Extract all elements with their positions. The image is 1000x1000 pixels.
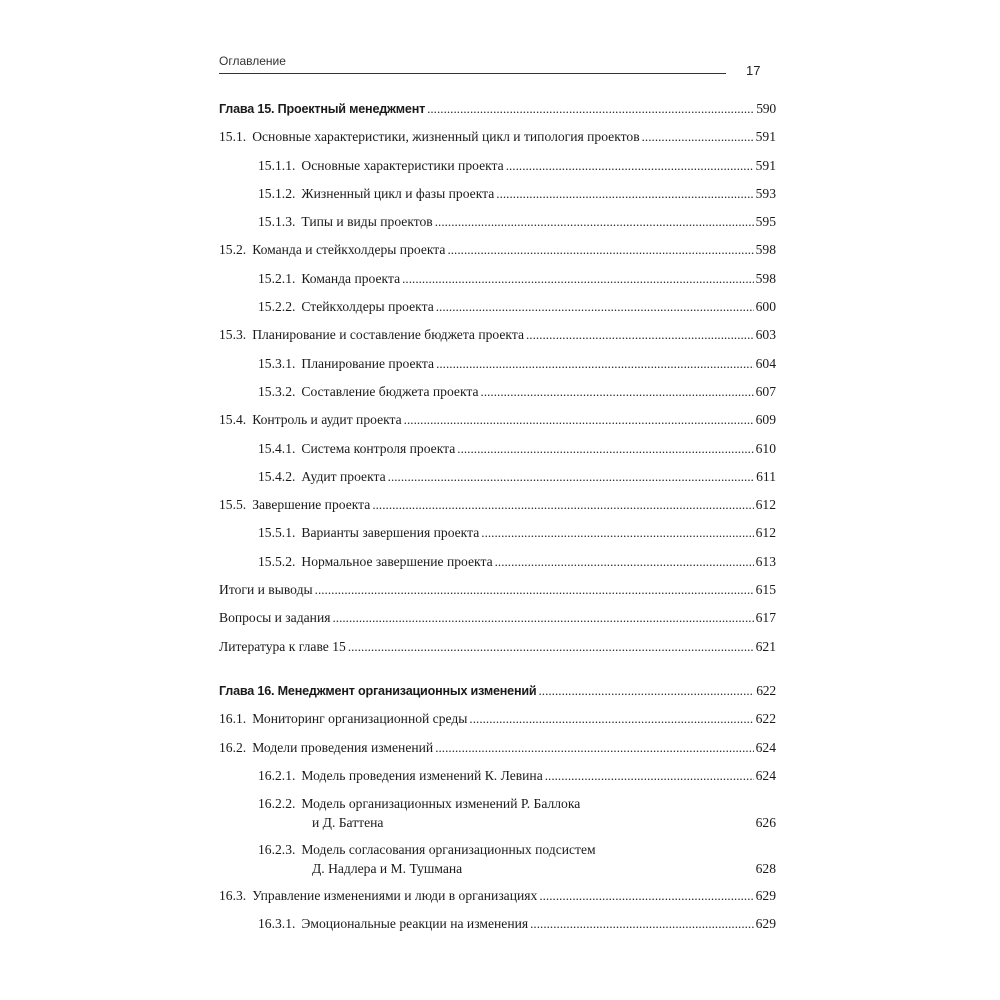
header-rule [219, 73, 726, 74]
toc-title: Завершение проекта [252, 497, 371, 513]
toc-subsection-16-2-1[interactable] [219, 762, 776, 790]
toc-number: 15.2.1. [258, 270, 296, 286]
toc-page: 590 [756, 101, 776, 116]
toc-subsection-15-3-1[interactable] [219, 350, 776, 378]
toc-leader [402, 265, 753, 293]
toc-subsection-15-2-1[interactable] [219, 265, 776, 293]
toc-literature[interactable] [219, 633, 776, 661]
toc-number: 15.2.2. [258, 299, 296, 315]
toc-page: 609 [755, 412, 776, 428]
toc-title: Стейкхолдеры проекта [301, 299, 434, 315]
toc-title-line-1 [258, 840, 776, 859]
toc-subsection-15-5-1[interactable] [219, 519, 776, 547]
toc-number: 15.1.1. [258, 157, 296, 173]
toc-subsection-15-1-3[interactable] [219, 208, 776, 236]
toc-section-15-3[interactable] [219, 321, 776, 349]
toc-title-line-1 [258, 794, 776, 813]
toc-page: 610 [755, 440, 776, 456]
toc-title: Литература к главе 15 [219, 638, 346, 654]
toc-leader [495, 548, 754, 576]
table-of-contents [219, 95, 776, 939]
toc-title: Глава 15. Проектный менеджмент [219, 102, 426, 116]
toc-leader [481, 378, 754, 406]
toc-leader [642, 123, 754, 151]
toc-number: 15.5. [219, 497, 247, 513]
toc-title: Основные характеристики, жизненный цикл и типология проектов [252, 129, 640, 145]
toc-subsection-15-3-2[interactable] [219, 378, 776, 406]
toc-number: 16.3. [219, 888, 247, 904]
toc-title: Команда проекта [301, 270, 401, 286]
toc-leader [388, 463, 754, 491]
toc-leader [539, 882, 753, 910]
toc-title: Управление изменениями и люди в организациях [252, 888, 538, 904]
toc-leader [469, 705, 753, 733]
toc-page: 612 [755, 525, 776, 541]
toc-title-continued: Д. Надлера и М. Тушмана [312, 861, 463, 877]
toc-subsection-15-5-2[interactable] [219, 548, 776, 576]
toc-subsection-15-1-2[interactable] [219, 180, 776, 208]
toc-leader [530, 910, 753, 938]
toc-title: Эмоциональные реакции на изменения [301, 916, 529, 932]
toc-section-15-1[interactable] [219, 123, 776, 151]
toc-subsection-16-2-3[interactable] [219, 836, 776, 882]
toc-title: Варианты завершения проекта [301, 525, 480, 541]
toc-page: 629 [755, 888, 776, 904]
toc-title: Система контроля проекта [301, 440, 456, 456]
toc-page: 613 [755, 553, 776, 569]
toc-number: 15.4.2. [258, 468, 296, 484]
toc-title: Модель организационных изменений Р. Баллока [301, 796, 581, 812]
toc-number: 16.2.2. [258, 796, 296, 812]
toc-title: Модели проведения изменений [252, 739, 434, 755]
toc-number: 15.3.1. [258, 355, 296, 371]
chapter-gap [219, 661, 776, 677]
toc-title: Нормальное завершение проекта [301, 553, 493, 569]
toc-leader [436, 350, 754, 378]
toc-title: Модель проведения изменений К. Левина [301, 767, 543, 783]
toc-title: Мониторинг организационной среды [252, 711, 468, 727]
toc-leader [435, 734, 753, 762]
toc-number: 16.1. [219, 711, 247, 727]
toc-page: 593 [755, 185, 776, 201]
toc-number: 16.2. [219, 739, 247, 755]
toc-title: Планирование проекта [301, 355, 435, 371]
toc-page: 615 [755, 582, 776, 598]
toc-number: 15.1.2. [258, 185, 296, 201]
toc-number: 15.5.1. [258, 525, 296, 541]
toc-leader [404, 406, 754, 434]
toc-page: 598 [755, 270, 776, 286]
toc-page: 591 [755, 157, 776, 173]
toc-questions[interactable] [219, 604, 776, 632]
toc-title: Составление бюджета проекта [301, 383, 479, 399]
toc-leader [506, 152, 754, 180]
toc-page: 604 [755, 355, 776, 371]
toc-number: 15.1. [219, 129, 247, 145]
toc-page: 626 [755, 815, 776, 831]
toc-leader [315, 576, 754, 604]
toc-page: 622 [756, 682, 776, 698]
toc-section-15-5[interactable] [219, 491, 776, 519]
toc-title: Основные характеристики проекта [301, 157, 504, 173]
toc-title-line-2 [258, 859, 776, 878]
toc-leader [436, 293, 754, 321]
toc-title: Модель согласования организационных подсистем [301, 842, 596, 858]
toc-subsection-15-4-2[interactable] [219, 463, 776, 491]
toc-subsection-16-3-1[interactable] [219, 910, 776, 938]
toc-number: 15.3.2. [258, 383, 296, 399]
toc-subsection-16-2-2[interactable] [219, 790, 776, 836]
toc-page: 629 [755, 916, 776, 932]
toc-page: 603 [755, 327, 776, 343]
toc-page: 628 [755, 861, 776, 877]
toc-leader [526, 321, 754, 349]
toc-subsection-15-1-1[interactable] [219, 152, 776, 180]
toc-page: 622 [755, 711, 776, 727]
toc-page: 611 [756, 468, 776, 484]
toc-page: 617 [755, 610, 776, 626]
toc-title: Типы и виды проектов [301, 214, 433, 230]
toc-leader [457, 435, 753, 463]
toc-title-continued: и Д. Баттена [312, 815, 384, 831]
toc-section-15-4[interactable] [219, 406, 776, 434]
toc-section-16-1[interactable] [219, 705, 776, 733]
toc-number: 16.3.1. [258, 916, 296, 932]
toc-leader [372, 491, 753, 519]
toc-number: 15.1.3. [258, 214, 296, 230]
toc-summary[interactable] [219, 576, 776, 604]
toc-page: 607 [755, 383, 776, 399]
toc-subsection-15-4-1[interactable] [219, 435, 776, 463]
toc-number: 16.2.3. [258, 842, 296, 858]
toc-chapter-15[interactable] [219, 95, 776, 123]
toc-leader [348, 633, 754, 661]
toc-section-16-3[interactable] [219, 882, 776, 910]
toc-page: 600 [755, 299, 776, 315]
toc-title-line-2 [258, 813, 776, 832]
toc-subsection-15-2-2[interactable] [219, 293, 776, 321]
toc-title: Планирование и составление бюджета проекта [252, 327, 524, 343]
toc-page: 591 [755, 129, 776, 145]
toc-title: Контроль и аудит проекта [252, 412, 402, 428]
toc-number: 15.5.2. [258, 553, 296, 569]
toc-number: 15.4. [219, 412, 247, 428]
toc-page: 624 [755, 739, 776, 755]
toc-leader [545, 762, 754, 790]
toc-page: 624 [755, 767, 776, 783]
toc-number: 15.2. [219, 242, 247, 258]
toc-leader [447, 236, 753, 264]
toc-number: 15.3. [219, 327, 247, 343]
toc-leader [427, 95, 754, 123]
toc-section-16-2[interactable] [219, 734, 776, 762]
toc-leader [496, 180, 753, 208]
toc-leader [481, 519, 753, 547]
toc-number: 16.2.1. [258, 767, 296, 783]
toc-title: Глава 16. Менеджмент организационных изменений [219, 683, 537, 698]
toc-page: 598 [755, 242, 776, 258]
toc-title: Итоги и выводы [219, 582, 313, 598]
toc-chapter-16[interactable] [219, 677, 776, 705]
toc-title: Жизненный цикл и фазы проекта [301, 185, 495, 201]
toc-page: 595 [755, 214, 776, 230]
running-header: Оглавление [219, 54, 286, 68]
toc-page: 621 [755, 638, 776, 654]
toc-leader [435, 208, 754, 236]
toc-title: Вопросы и задания [219, 610, 331, 626]
toc-title: Аудит проекта [301, 468, 386, 484]
toc-title: Команда и стейкхолдеры проекта [252, 242, 446, 258]
toc-number: 15.4.1. [258, 440, 296, 456]
toc-section-15-2[interactable] [219, 236, 776, 264]
toc-page: 612 [755, 497, 776, 513]
page-number: 17 [746, 63, 761, 78]
toc-leader [332, 604, 753, 632]
toc-leader [538, 677, 754, 705]
